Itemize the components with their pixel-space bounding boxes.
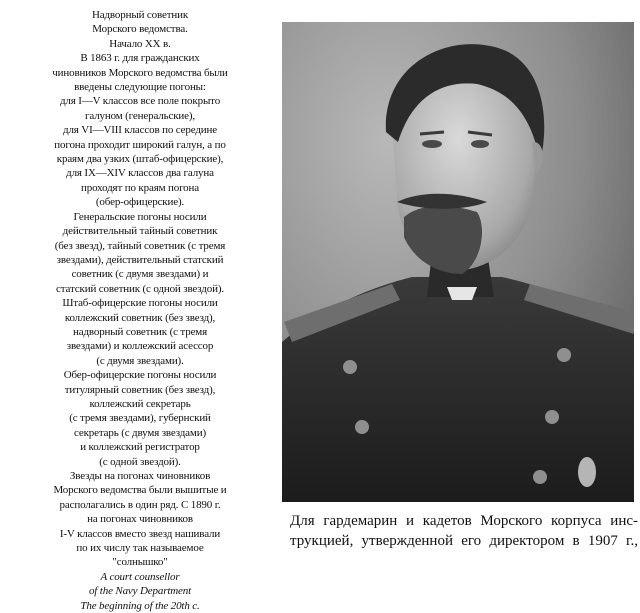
caption-line: Для гардемарин и кадетов Морского корпуса инс- — [290, 513, 638, 529]
sidebar-text-line: (обер-офицерские). — [95, 196, 185, 209]
sidebar-text-line: располагались в один ряд. С 1890 г. — [59, 498, 221, 511]
sidebar-text-line: на погонах чиновников — [87, 513, 193, 526]
sidebar-text-line: (с двумя звездами). — [96, 354, 184, 367]
sidebar-text-line: по их числу так называемое — [76, 542, 204, 555]
sidebar-text-line: и коллежский регистратор — [80, 441, 200, 454]
sidebar-text-line: В 1863 г. для гражданских — [80, 52, 200, 65]
sidebar-text-line: (с одной звездой). — [99, 455, 181, 468]
sidebar-text-line: для IX—XIV классов два галуна — [66, 167, 214, 180]
portrait-photograph — [282, 22, 634, 502]
sidebar-text-column — [6, 8, 274, 613]
sidebar-text-line: титулярный советник (без звезд), — [64, 383, 216, 396]
left-eye — [422, 140, 442, 148]
sidebar-text-line: действительный тайный советник — [62, 225, 218, 238]
sidebar-english-line: of the Navy Department — [88, 585, 192, 598]
sidebar-text-line: Начало XX в. — [109, 37, 171, 50]
sidebar-text-line: секретарь (с двумя звездами) — [74, 426, 206, 439]
sidebar-text-line: (с тремя звездами), губернский — [69, 412, 211, 425]
sidebar-text-line: Обер-офицерские погоны носили — [63, 369, 217, 382]
sidebar-text-line: галуном (генеральские), — [85, 109, 195, 122]
sidebar-text-line: (без звезд), тайный советник (с тремя — [54, 239, 226, 252]
sidebar-text-line: Звезды на погонах чиновников — [69, 470, 211, 482]
sidebar-english-line: A court counsellor — [100, 570, 180, 583]
photo-caption — [290, 511, 638, 551]
sidebar-text-line: проходят по краям погона — [80, 181, 200, 194]
sidebar-text-line: I-V классов вместо звезд нашивали — [59, 527, 221, 540]
sidebar-text-line: звездами), действительный статский — [56, 253, 224, 266]
sidebar-text-line: "солнышко" — [112, 556, 168, 569]
sidebar-text-line: коллежский советник (без звезд), — [64, 311, 216, 324]
sidebar-text-line: погона проходит широкий галун, а по — [54, 138, 226, 151]
sidebar-text-line: Надворный советник — [91, 9, 189, 21]
shirt-collar — [447, 287, 477, 300]
sidebar-text-line: советник (с двумя звездами) и — [71, 268, 209, 281]
sidebar-text-line: звездами) и коллежский асессор — [66, 340, 214, 353]
sidebar-text-line: Штаб-офицерские погоны носили — [62, 297, 218, 310]
sidebar-text-line: краям два узких (штаб-офицерские), — [56, 153, 224, 166]
sidebar-text-line: для I—V классов все поле покрыто — [59, 95, 221, 108]
sidebar-text-line: для VI—VIII классов по середине — [63, 124, 217, 137]
sidebar-text-line: надворный советник (с тремя — [72, 325, 208, 338]
sidebar-text-line: коллежский секретарь — [89, 397, 191, 410]
sidebar-text-line: чиновников Морского ведомства были — [52, 66, 228, 79]
sidebar-text-line: введены следующие погоны: — [74, 81, 206, 94]
portrait-image — [282, 22, 634, 502]
sidebar-text-line: Морского ведомства были вышитые и — [53, 484, 227, 497]
sidebar-text-line: статский советник (с одной звездой). — [56, 282, 224, 295]
sidebar-text-line: Генеральские погоны носили — [73, 210, 207, 223]
sidebar-english-line: The beginning of the 20th c. — [80, 599, 200, 612]
caption-line: трукцией, утвержденной его директором в 1907 г., — [290, 533, 638, 549]
sidebar-text-line: Морского ведомства. — [92, 23, 188, 36]
right-eye — [471, 140, 489, 148]
medal — [578, 457, 596, 487]
